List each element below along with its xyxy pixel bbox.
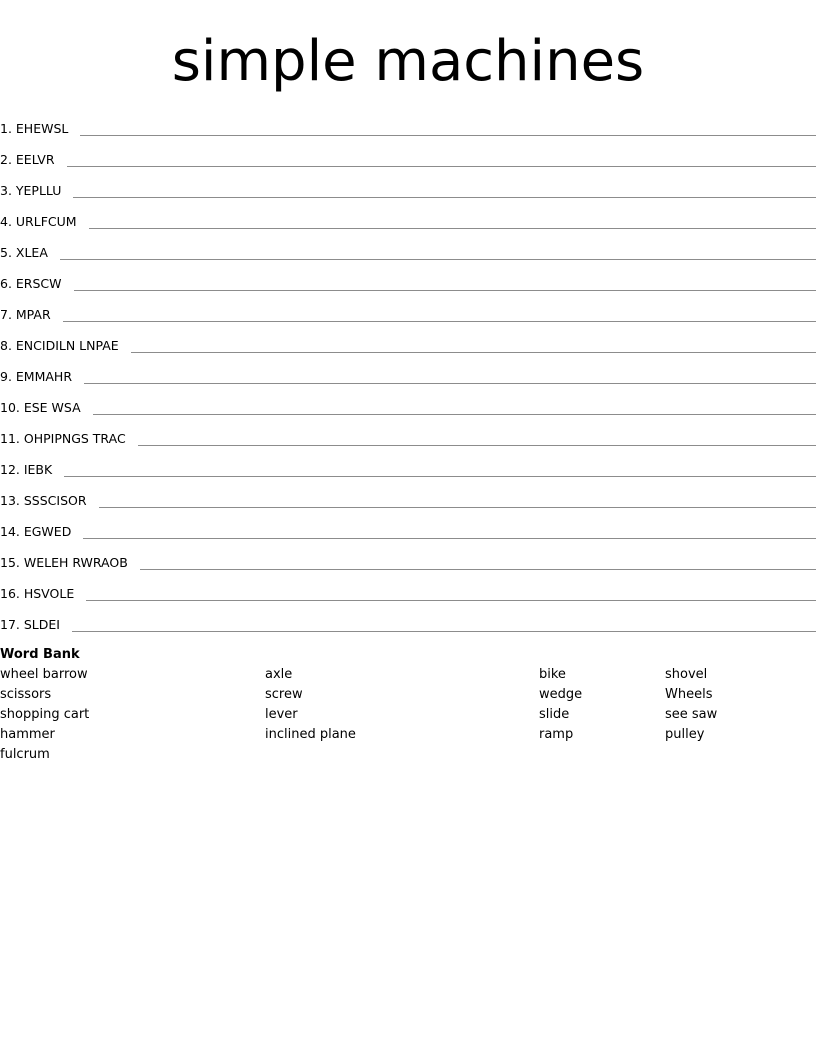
question-row	[0, 574, 816, 605]
question-row	[0, 450, 816, 481]
answer-line[interactable]	[86, 599, 816, 601]
word-bank-item: fulcrum	[0, 747, 50, 762]
answer-line[interactable]	[80, 134, 816, 136]
question-row	[0, 326, 816, 357]
word-bank	[0, 665, 816, 765]
question-row	[0, 295, 816, 326]
answer-line[interactable]	[74, 289, 816, 291]
scrambled-word: 17. SLDEI	[0, 617, 60, 632]
word-bank-item: ramp	[539, 727, 574, 742]
word-bank-item: bike	[539, 667, 566, 682]
answer-line[interactable]	[140, 568, 816, 570]
word-bank-item: hammer	[0, 727, 55, 742]
scrambled-word: 11. OHPIPNGS TRAC	[0, 431, 126, 446]
answer-line[interactable]	[89, 227, 816, 229]
scrambled-word: 9. EMMAHR	[0, 369, 73, 384]
question-row	[0, 171, 816, 202]
word-bank-item: axle	[265, 667, 293, 682]
word-bank-item: inclined plane	[265, 727, 356, 742]
scrambled-word: 16. HSVOLE	[0, 586, 75, 601]
answer-line[interactable]	[60, 258, 816, 260]
answer-line[interactable]	[83, 537, 816, 539]
scrambled-word: 5. XLEA	[0, 245, 48, 260]
scrambled-word: 1. EHEWSL	[0, 121, 69, 136]
scrambled-word: 13. SSSCISOR	[0, 493, 87, 508]
word-bank-item: see saw	[665, 707, 718, 722]
scrambled-word: 4. URLFCUM	[0, 214, 77, 229]
word-bank-title: Word Bank	[0, 647, 80, 662]
scrambled-word: 14. EGWED	[0, 524, 72, 539]
question-row	[0, 543, 816, 574]
scrambled-word: 12. IEBK	[0, 462, 53, 477]
scrambled-word: 10. ESE WSA	[0, 400, 81, 415]
word-bank-item: lever	[265, 707, 298, 722]
word-bank-item: scissors	[0, 687, 52, 702]
answer-line[interactable]	[99, 506, 816, 508]
answer-line[interactable]	[93, 413, 816, 415]
question-row	[0, 605, 816, 636]
word-bank-item: screw	[265, 687, 303, 702]
answer-line[interactable]	[138, 444, 816, 446]
question-list	[0, 109, 816, 636]
answer-line[interactable]	[64, 475, 816, 477]
word-bank-item: shopping cart	[0, 707, 90, 722]
word-bank-item: pulley	[665, 727, 705, 742]
question-row	[0, 140, 816, 171]
question-row	[0, 233, 816, 264]
answer-line[interactable]	[63, 320, 816, 322]
scrambled-word: 2. EELVR	[0, 152, 55, 167]
question-row	[0, 512, 816, 543]
word-bank-item: shovel	[665, 667, 708, 682]
question-row	[0, 264, 816, 295]
scrambled-word: 6. ERSCW	[0, 276, 62, 291]
question-row	[0, 481, 816, 512]
word-bank-item: slide	[539, 707, 570, 722]
answer-line[interactable]	[84, 382, 816, 384]
word-bank-item: Wheels	[665, 687, 713, 702]
answer-line[interactable]	[67, 165, 816, 167]
answer-line[interactable]	[73, 196, 816, 198]
question-row	[0, 388, 816, 419]
scrambled-word: 8. ENCIDILN LNPAE	[0, 338, 119, 353]
scrambled-word: 3. YEPLLU	[0, 183, 62, 198]
answer-line[interactable]	[72, 630, 816, 632]
word-bank-item: wheel barrow	[0, 667, 88, 682]
word-bank-item: wedge	[539, 687, 583, 702]
worksheet-title: simple machines	[171, 29, 645, 94]
scrambled-word: 15. WELEH RWRAOB	[0, 555, 128, 570]
question-row	[0, 202, 816, 233]
answer-line[interactable]	[131, 351, 816, 353]
question-row	[0, 419, 816, 450]
question-row	[0, 109, 816, 140]
question-row	[0, 357, 816, 388]
scrambled-word: 7. MPAR	[0, 307, 51, 322]
